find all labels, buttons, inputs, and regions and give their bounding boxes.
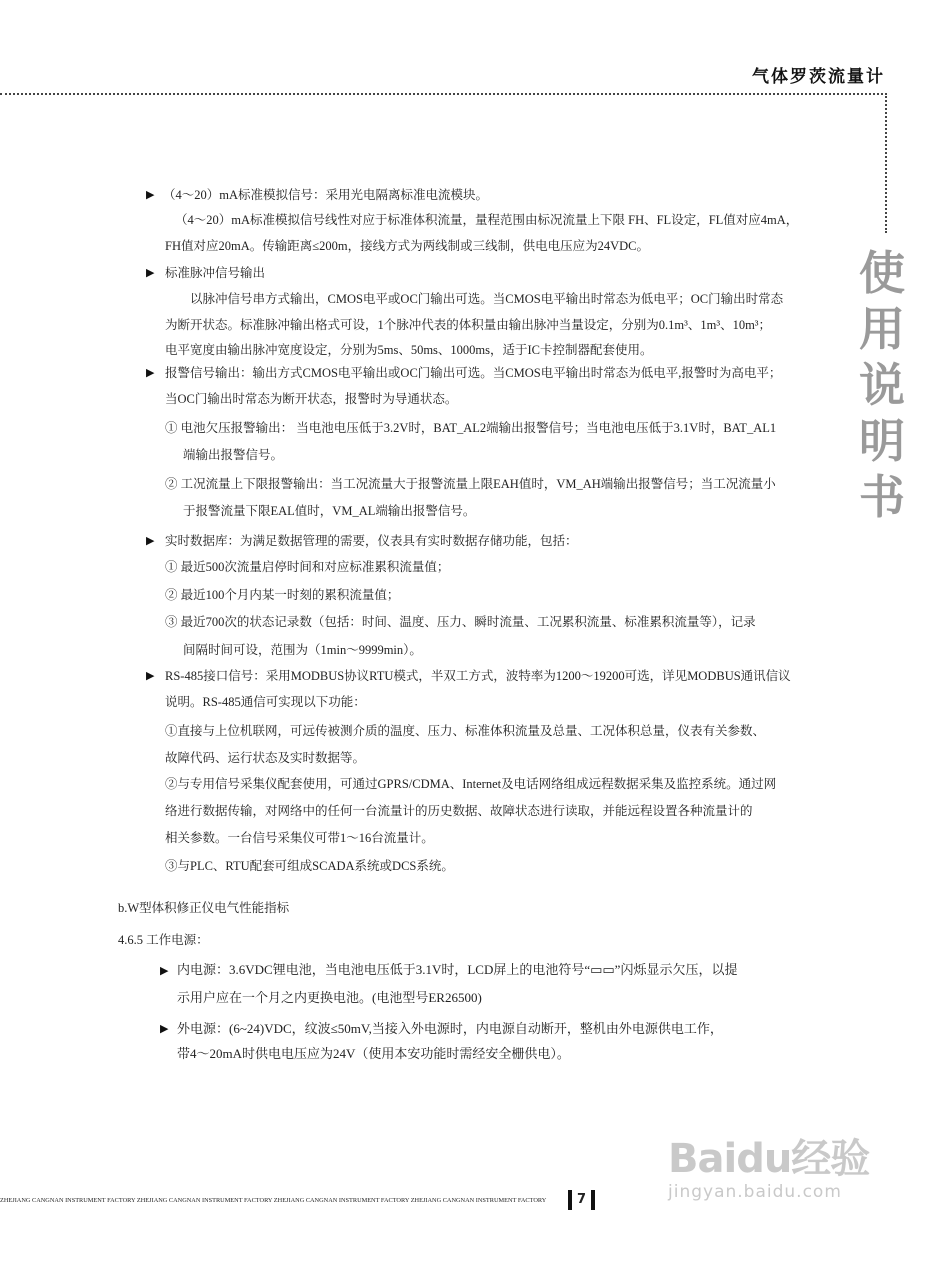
section-heading: b.W型体积修正仪电气性能指标 — [118, 901, 290, 915]
bullet-icon: ▶ — [160, 965, 169, 977]
text-line: 间隔时间可设，范围为（1min～9999min）。 — [183, 643, 422, 657]
text-line: 于报警流量下限EAL值时，VM_AL端输出报警信号。 — [183, 504, 476, 518]
text-line: ① 电池欠压报警输出： 当电池电压低于3.2V时，BAT_AL2端输出报警信号；当电池电压低于3.1V时，BAT_AL1 — [165, 421, 777, 435]
text-line: 示用户应在一个月之内更换电池。(电池型号ER26500) — [177, 990, 482, 1005]
footer-company: ZHEJIANG CANGNAN INSTRUMENT FACTORY ZHEJIANG CANGNAN INSTRUMENT FACTORY ZHEJIANG CANGNAN INSTRUMENT FACTORY ZHEJIANG CANGNAN INSTRUMENT FACTORY — [0, 1197, 547, 1204]
bullet-icon: ▶ — [146, 267, 155, 279]
side-title-char: 明 — [859, 414, 905, 468]
watermark-url: jingyan.baidu.com — [668, 1182, 842, 1202]
text-line: ① 最近500次流量启停时间和对应标准累积流量值； — [165, 560, 450, 574]
text-line: 络进行数据传输，对网络中的任何一台流量计的历史数据、故障状态进行读取，并能远程设置各种流量计的 — [165, 804, 753, 818]
text-line: （4～20）mA标准模拟信号线性对应于标准体积流量，量程范围由标况流量上下限 FH、FL设定，FL值对应4mA， — [175, 213, 799, 227]
text-line: ③与PLC、RTU配套可组成SCADA系统或DCS系统。 — [165, 859, 454, 873]
bullet-icon: ▶ — [146, 535, 155, 547]
document-header-title: 气体罗茨流量计 — [752, 67, 885, 87]
text-line: （4～20）mA标准模拟信号：采用光电隔离标准电流模块。 — [163, 188, 489, 202]
side-title-char: 使 — [859, 246, 905, 300]
text-line: 当OC门输出时常态为断开状态，报警时为导通状态。 — [165, 392, 458, 406]
side-title — [852, 245, 912, 525]
text-line: 说明。RS-485通信可实现以下功能： — [165, 695, 366, 709]
side-title-char: 书 — [859, 470, 905, 524]
side-title-char: 说 — [859, 358, 905, 412]
bullet-icon: ▶ — [160, 1023, 169, 1035]
dotted-divider — [0, 93, 887, 95]
bullet-icon: ▶ — [146, 189, 155, 201]
text-line: ② 工况流量上下限报警输出：当工况流量大于报警流量上限EAH值时，VM_AH端输出报警信号；当工况流量小 — [165, 477, 776, 491]
text-line: 标准脉冲信号输出 — [165, 266, 266, 280]
dotted-divider-vertical — [885, 93, 887, 233]
text-line: FH值对应20mA。传输距离≤200m，接线方式为两线制或三线制，供电电压应为24VDC。 — [165, 239, 649, 253]
text-line: ② 最近100个月内某一时刻的累积流量值； — [165, 588, 400, 602]
watermark-brand: Baidu经验 — [668, 1136, 870, 1182]
text-line: RS-485接口信号：采用MODBUS协议RTU模式，半双工方式，波特率为1200～19200可选，详见MODBUS通讯信议 — [165, 669, 791, 683]
text-line: 故障代码、运行状态及实时数据等。 — [165, 751, 366, 765]
text-line: 端输出报警信号。 — [183, 448, 284, 462]
text-line: 带4～20mA时供电电压应为24V（使用本安功能时需经安全栅供电）。 — [177, 1046, 570, 1061]
text-line: 报警信号输出：输出方式CMOS电平输出或OC门输出可选。当CMOS电平输出时常态为低电平,报警时为高电平； — [165, 366, 782, 380]
text-line: 为断开状态。标准脉冲输出格式可设，1个脉冲代表的体积量由输出脉冲当量设定，分别为0.1m³、1m³、10m³； — [165, 318, 772, 332]
bullet-icon: ▶ — [146, 670, 155, 682]
section-heading: 4.6.5 工作电源： — [118, 933, 209, 947]
text-line: ①直接与上位机联网，可远传被测介质的温度、压力、标准体积流量及总量、工况体积总量，仪表有关参数、 — [165, 724, 766, 738]
bullet-icon: ▶ — [146, 367, 155, 379]
text-line: 外电源：(6~24)VDC，纹波≤50mV,当接入外电源时，内电源自动断开，整机由外电源供电工作， — [177, 1021, 723, 1036]
text-line: 以脉冲信号串方式输出，CMOS电平或OC门输出可选。当CMOS电平输出时常态为低电平；OC门输出时常态 — [190, 292, 784, 306]
text-line: 内电源：3.6VDC锂电池，当电池电压低于3.1V时，LCD屏上的电池符号“▭▭”闪烁显示欠压，以提 — [177, 962, 738, 977]
text-line: ②与专用信号采集仪配套使用，可通过GPRS/CDMA、Internet及电话网络组成远程数据采集及监控系统。通过网 — [165, 777, 777, 791]
text-line: 实时数据库：为满足数据管理的需要，仪表具有实时数据存储功能，包括： — [165, 534, 578, 548]
baidu-watermark — [668, 1136, 869, 1202]
text-line: ③ 最近700次的状态记录数（包括：时间、温度、压力、瞬时流量、工况累积流量、标准累积流量等），记录 — [165, 615, 756, 629]
page-number: 7 — [568, 1190, 595, 1210]
text-line: 电平宽度由输出脉冲宽度设定，分别为5ms、50ms、1000ms，适于IC卡控制器配套使用。 — [165, 343, 653, 357]
text-line: 相关参数。一台信号采集仪可带1～16台流量计。 — [165, 831, 434, 845]
side-title-char: 用 — [859, 302, 905, 356]
